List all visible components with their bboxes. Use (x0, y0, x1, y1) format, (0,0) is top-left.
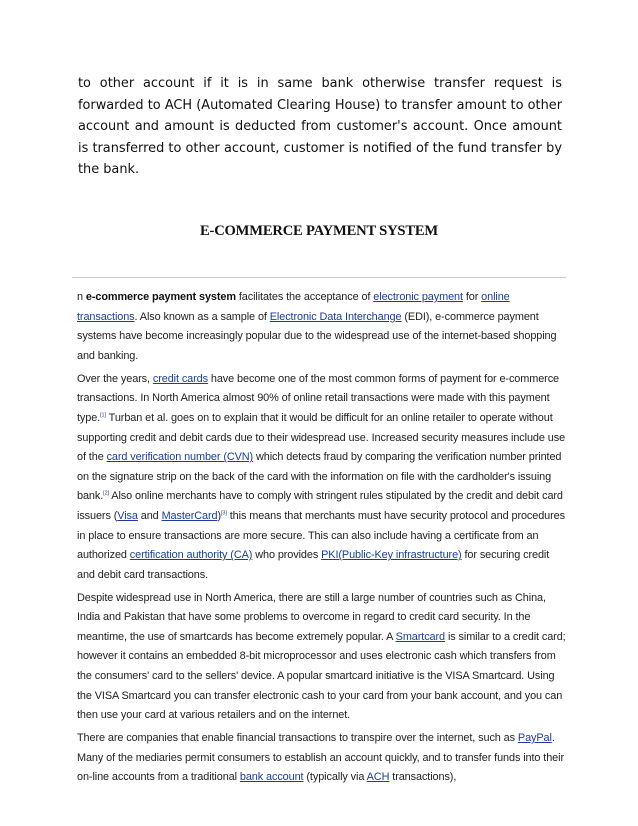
paragraph-smartcards: Despite widespread use in North America, there are still a large number of countries such as China, India and Pakistan that have some problems to overcome in regard to credit card security. In the meantime, the use of smartcards has become extremely popular. A Smartcard is similar to a credit card; however it contains an embedded 8-bit microprocessor and uses electronic cash which transfers from the consumers' card to the sellers' device. A popular smartcard initiative is the VISA Smartcard. Using the VISA Smartcard you can transfer electronic cash to your card from your bank account, and you can then use your card at various retailers and on the internet. (77, 591, 566, 722)
link-electronic-data-interchange[interactable]: Electronic Data Interchange (269, 310, 402, 323)
section-divider (72, 277, 566, 278)
link-credit-cards[interactable]: credit cards (152, 372, 208, 385)
link-smartcard[interactable]: Smartcard (395, 630, 446, 643)
link-ach[interactable]: ACH (366, 771, 390, 784)
paragraph-definition: n e-commerce payment system facilitates the acceptance of electronic payment for online transactions. Also known as a sample of Electronic Data Interchange (EDI), e-commerce payment systems have become increasingly popular due to the widespread use of the internet-based shopping and banking. (77, 291, 557, 362)
link-online-transactions[interactable]: online transactions (77, 291, 510, 323)
defined-term: e-commerce payment system (85, 291, 236, 303)
link-mastercard[interactable]: MasterCard (161, 509, 218, 522)
link-paypal[interactable]: PayPal (517, 732, 552, 745)
intro-paragraph: to other account if it is in same bank otherwise transfer request is forwarded to ACH (Automated Clearing House) to transfer amount to other account and amount is deducted from customer's account. Once amount is transferred to other account, customer is notified of the fund transfer by the bank. (78, 76, 562, 177)
paragraph-credit-cards: Over the years, credit cards have become one of the most common forms of payment for e-commerce transactions. In North America almost 90% of online retail transactions were made with this payment type.[1] Turban et al. goes on to explain that it would be difficult for an online retailer to operate without supporting credit and debit cards due to their widespread use. Increased security measures include use of the card verification number (CVN) which detects fraud by comparing the verification number printed on the signature strip on the back of the card with the information on file with the cardholder's issuing bank.[2] Also online merchants have to comply with stringent rules stipulated by the credit and debit card issuers (Visa and MasterCard)[3] this means that merchants must have security protocol and procedures in place to ensure transactions are more secure. This can also include having a certificate from an authorized certification authority (CA) who provides PKI(Public-Key infrastructure) for securing credit and debit card transactions. (77, 372, 566, 581)
link-electronic-payment[interactable]: electronic payment (373, 291, 463, 303)
section-heading: E-COMMERCE PAYMENT SYSTEM (200, 223, 438, 239)
article-body (77, 288, 567, 791)
link-pki[interactable]: PKI(Public-Key infrastructure) (321, 549, 462, 562)
link-visa[interactable]: Visa (117, 509, 138, 522)
link-bank-account[interactable]: bank account (239, 771, 304, 784)
citation-2[interactable]: [2] (103, 490, 109, 497)
citation-3[interactable]: [3] (221, 510, 227, 517)
link-certification-authority[interactable]: certification authority (CA) (129, 549, 253, 562)
link-card-verification-number[interactable]: card verification number (CVN) (106, 451, 254, 464)
citation-1[interactable]: [1] (100, 412, 106, 419)
paragraph-intermediaries: There are companies that enable financial transactions to transpire over the internet, such as PayPal. Many of the mediaries permit consumers to establish an account quickly, and to transfer funds into their on-line accounts from a traditional bank account (typically via ACH transactions), (77, 732, 564, 784)
